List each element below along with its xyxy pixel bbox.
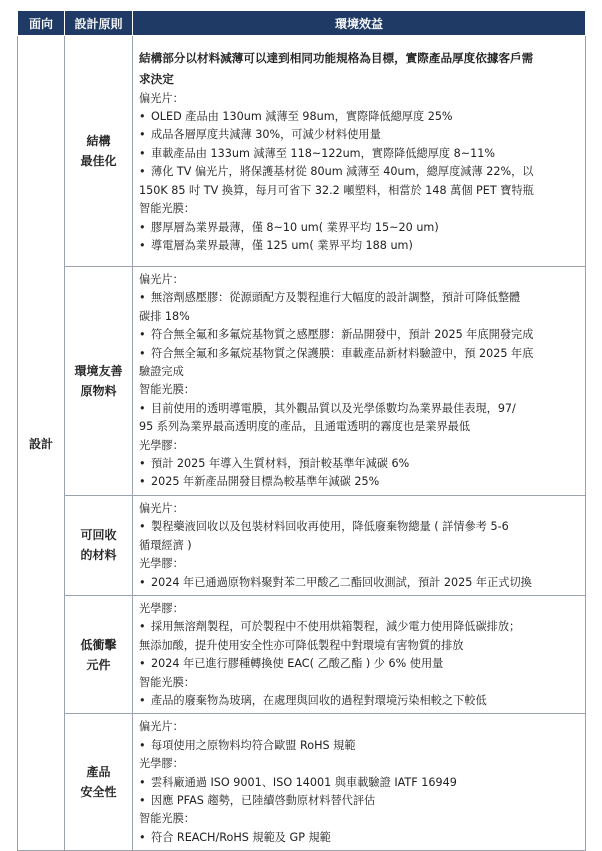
bullet-item: • 每項使用之原物料均符合歐盟 RoHS 規範 [139,737,579,755]
bullet-item: • 因應 PFAS 趨勢，已陸續啓動原材料替代評估 [139,792,579,810]
section-row-recyclable [18,495,586,595]
bullet-continuation: 95 系列為業界最高透明度的產品，且通電透明的霧度也是業界最低 [139,420,471,434]
environmental-benefits-table-wrapper [17,10,585,851]
principle-label: 結構 [86,134,111,148]
bullet-item: • 符合無全氟和多氟烷基物質之保護膜：車載產品新材料驗證中，預 2025 年底 [139,345,579,363]
bullet-continuation: 循環經濟 ) [139,538,192,552]
bullet-item: • 目前使用的透明導電膜，其外觀品質以及光學係數均為業界最佳表現，97/ [139,400,579,418]
principle-label: 產品 [86,765,111,780]
principle-label: 的材料 [80,548,117,563]
principle-cell-eco-materials [65,267,133,496]
effect-cell-structure [133,36,586,267]
bullet-continuation: 150K 85 吋 TV 換算，每月可省下 32.2 噸塑料，相當於 148 萬個 PET 寶特瓶 [139,183,534,197]
category-cell: 設計 [18,36,65,851]
bullet-item: • 膠厚層為業界最薄，僅 8~10 um( 業界平均 15~20 um) [139,219,579,237]
product-label: 光學膠： [139,438,184,452]
header-row [18,11,586,36]
effect-cell-product-safety [133,714,586,851]
bullet-item: • 成品各層厚度共減薄 30%，可減少材料使用量 [139,126,579,144]
section-row-structure [18,36,586,267]
effect-cell-low-impact [133,595,586,713]
bullet-item: • 製程藥液回收以及包裝材料回收再使用，降低廢棄物總量 ( 詳情參考 5-6 [139,518,579,536]
section-row-eco-materials [18,267,586,496]
product-label: 偏光片： [139,501,184,515]
product-label: 智能光膜： [139,812,195,826]
principle-label: 原物料 [80,383,117,398]
bullet-item: • OLED 產品由 130um 減薄至 98um，實際降低總厚度 25% [139,108,579,126]
bullet-item: • 2024 年已通過原物料聚對苯二甲酸乙二酯回收測試，預計 2025 年正式切換 [139,574,579,592]
environmental-benefits-table [17,10,586,851]
principle-label: 最佳化 [80,154,117,168]
principle-cell-low-impact [65,595,133,713]
bullet-item: • 無溶劑感壓膠：從源頭配方及製程進行大幅度的設計調整，預計可降低整體 [139,289,579,307]
bullet-continuation: 碳排 18% [139,309,190,323]
principle-label: 元件 [86,657,111,672]
header-principle: 設計原則 [65,11,133,36]
bullet-item: • 薄化 TV 偏光片，將保護基材從 80um 減薄至 40um，總厚度減薄 22%，以 [139,163,579,181]
bullet-item: • 2024 年已進行膠種轉換使 EAC( 乙酸乙酯 ) 少 6% 使用量 [139,655,579,673]
product-label: 偏光片： [139,720,184,734]
bullet-item: • 車載產品由 133um 減薄至 118~122um，實際降低總厚度 8~11% [139,145,579,163]
bullet-item: • 符合無全氟和多氟烷基物質之感壓膠：新品開發中，預計 2025 年底開發完成 [139,326,579,344]
product-label: 光學膠： [139,601,184,615]
principle-cell-product-safety [65,714,133,851]
bullet-item: • 預計 2025 年導入生質材料，預計較基準年減碳 6% [139,455,579,473]
effect-cell-recyclable [133,495,586,595]
principle-label: 環境友善 [74,363,123,378]
product-label: 智能光膜： [139,383,195,397]
section-row-product-safety [18,714,586,851]
bullet-item: • 2025 年新產品開發目標為較基準年減碳 25% [139,473,579,491]
principle-label: 可回收 [80,528,117,543]
header-effect: 環境效益 [133,11,586,36]
product-label: 偏光片： [139,91,184,105]
section-heading: 結構部分以材料減薄可以達到相同功能規格為目標，實際產品厚度依據客戶需 [139,50,534,65]
product-label: 偏光片： [139,273,184,286]
header-category: 面向 [18,11,65,36]
principle-label: 低衝擊 [80,637,117,652]
bullet-item: • 導電層為業界最薄，僅 125 um( 業界平均 188 um) [139,237,579,255]
bullet-item: • 符合 REACH/RoHS 規範及 GP 規範 [139,829,579,847]
section-heading: 求決定 [139,71,174,86]
product-label: 光學膠： [139,557,184,571]
product-label: 光學膠： [139,757,184,771]
bullet-continuation: 驗證完成 [139,365,184,379]
bullet-item: • 雲科廠通過 ISO 9001、ISO 14001 與車載驗證 IATF 16949 [139,774,579,792]
effect-cell-eco-materials [133,267,586,496]
bullet-item: • 產品的廢棄物為玻璃，在處理與回收的過程對環境污染相較之下較低 [139,692,579,710]
principle-cell-recyclable [65,495,133,595]
principle-label: 安全性 [80,785,117,800]
principle-cell-structure [65,36,133,267]
bullet-item: • 採用無溶劑製程，可於製程中不使用烘箱製程，減少電力使用降低碳排放； [139,618,579,636]
product-label: 智能光膜： [139,202,195,216]
product-label: 智能光膜： [139,675,195,689]
section-row-low-impact [18,595,586,713]
bullet-continuation: 無添加酸，提升使用安全性亦可降低製程中對環境有害物質的排放 [139,638,464,652]
